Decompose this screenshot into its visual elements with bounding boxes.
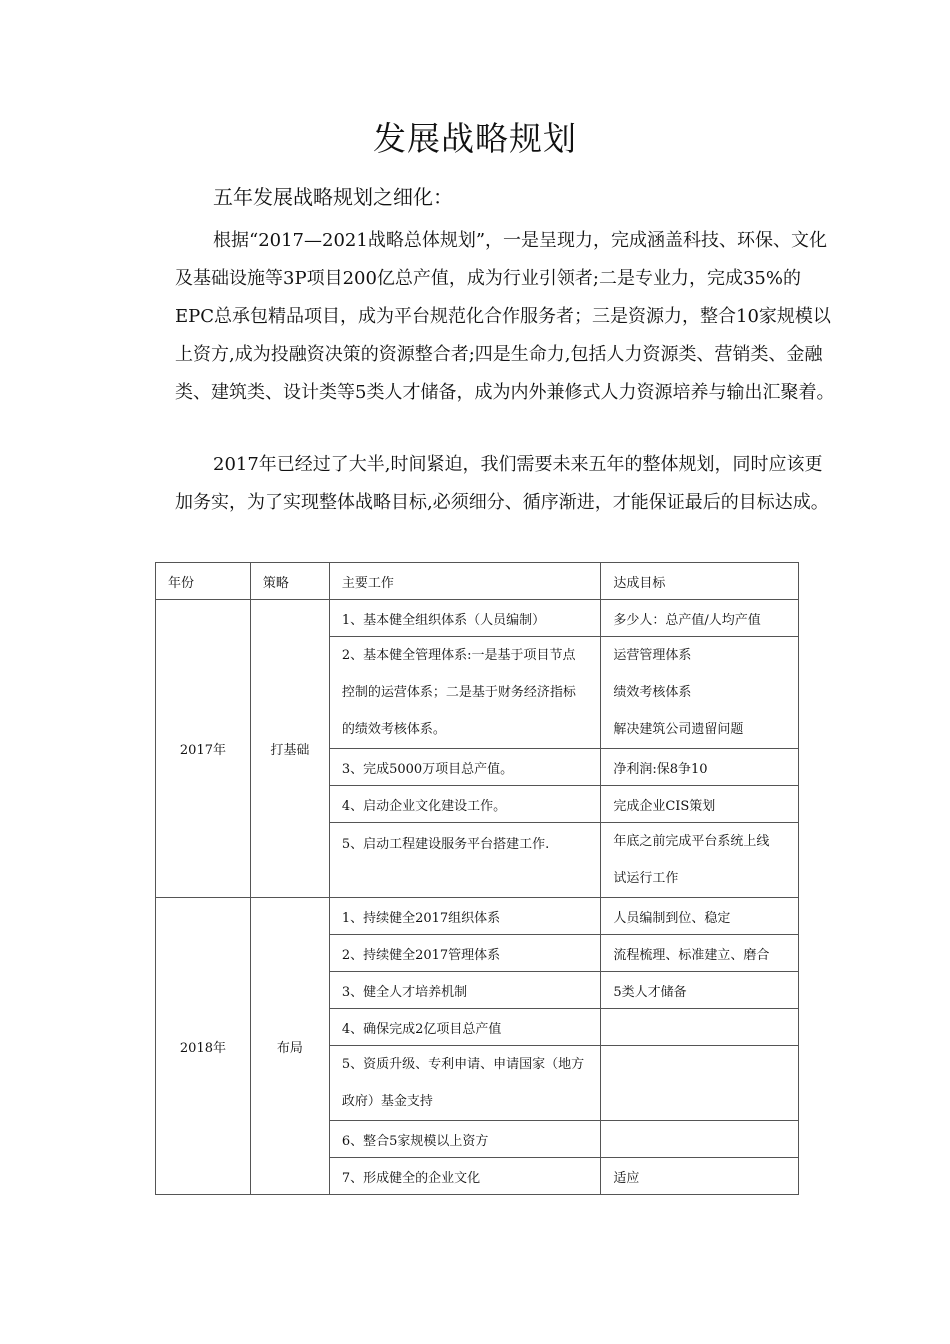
work-cell: 5、资质升级、专利申请、申请国家（地方政府）基金支持 [329,1046,601,1121]
goal-cell [601,1046,799,1121]
context-paragraph: 2017年已经过了大半,时间紧迫，我们需要未来五年的整体规划，同时应该更加务实，为了实现整体战略目标,必须细分、循序渐进，才能保证最后的目标达成。 [175,454,829,513]
intro-paragraph: 根据“2017—2021战略总体规划”，一是呈现力，完成涵盖科技、环保、文化及基础设施等3P项目200亿总产值，成为行业引领者;二是专业力，完成35%的EPC总承包精品项目，成为平台规范化合作服务者；三是资源力，整合10家规模以上资方,成为投融资决策的资源整合者;四是生命力,包括人力资源类、营销类、金融类、建筑类、设计类等5类人才储备，成为内外兼修式人力资源培养与输出汇聚着。 [175,230,835,403]
header-main-work: 主要工作 [329,563,601,600]
work-cell: 2、基本健全管理体系:一是基于项目节点控制的运营体系；二是基于财务经济指标的绩效考核体系。 [329,637,601,749]
work-cell: 1、持续健全2017组织体系 [329,898,601,935]
work-cell: 3、完成5000万项目总产值。 [329,749,601,786]
work-cell: 5、启动工程建设服务平台搭建工作. [329,823,601,898]
goal-line: 年底之前完成平台系统上线 [613,834,770,849]
goal-cell: 流程梳理、标准建立、磨合 [601,935,799,972]
goal-cell [601,823,799,898]
document-title: 发展战略规划 [373,119,577,158]
year-cell-2018: 2018年 [156,898,251,1195]
goal-cell [601,1009,799,1046]
goal-cell: 多少人：总产值/人均产值 [601,600,799,637]
work-cell: 3、健全人才培养机制 [329,972,601,1009]
table-row [156,600,799,637]
header-strategy: 策略 [250,563,329,600]
table-header-row [156,563,799,600]
goal-cell: 适应 [601,1158,799,1195]
header-goal: 达成目标 [601,563,799,600]
goal-cell [601,637,799,749]
goal-cell: 5类人才储备 [601,972,799,1009]
work-cell: 6、整合5家规模以上资方 [329,1121,601,1158]
goal-cell [601,1121,799,1158]
goal-line: 绩效考核体系 [613,685,692,700]
goal-line: 解决建筑公司遗留问题 [613,722,744,737]
strategy-table [155,562,799,1195]
goal-cell: 净利润:保8争10 [601,749,799,786]
header-year: 年份 [156,563,251,600]
work-cell: 2、持续健全2017管理体系 [329,935,601,972]
section-subtitle: 五年发展战略规划之细化： [213,185,453,209]
year-cell-2017: 2017年 [156,600,251,898]
goal-cell: 人员编制到位、稳定 [601,898,799,935]
work-cell: 4、启动企业文化建设工作。 [329,786,601,823]
strategy-cell-2017: 打基础 [250,600,329,898]
table-row [156,898,799,935]
goal-line: 试运行工作 [613,871,679,886]
work-cell: 4、确保完成2亿项目总产值 [329,1009,601,1046]
goal-line: 运营管理体系 [613,648,692,663]
work-cell: 1、基本健全组织体系（人员编制） [329,600,601,637]
work-cell: 7、形成健全的企业文化 [329,1158,601,1195]
goal-cell: 完成企业CIS策划 [601,786,799,823]
strategy-cell-2018: 布局 [250,898,329,1195]
